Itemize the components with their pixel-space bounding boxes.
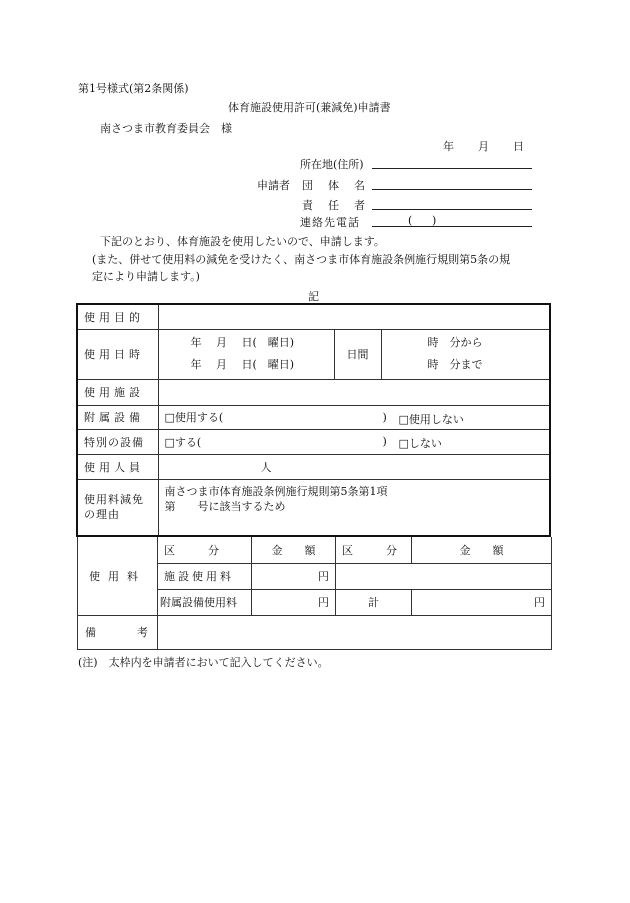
special-label: 特別の設備: [78, 429, 158, 454]
representative-field[interactable]: [372, 209, 532, 210]
equip-fee-label: 附属設備使用料: [158, 589, 252, 615]
remarks-row: [78, 615, 552, 649]
special-field: [158, 429, 549, 454]
special-do-checkbox[interactable]: □する(: [164, 435, 202, 449]
ki-label: 記: [308, 290, 319, 303]
people-label: 使用人員: [78, 454, 158, 479]
reduction-row: [78, 479, 549, 535]
facility-fee-yen: 円: [318, 570, 329, 583]
remarks-field[interactable]: [158, 615, 552, 649]
attached-row: [78, 405, 549, 429]
datetime-label: 使用日時: [78, 329, 158, 379]
people-row: [78, 454, 549, 479]
reduction-field[interactable]: [158, 479, 549, 535]
special-close-paren: ): [382, 434, 387, 448]
time-to: 時 分まで: [427, 358, 483, 371]
people-unit: 人: [260, 460, 272, 474]
attached-label: 附属設備: [78, 405, 158, 429]
purpose-field[interactable]: [158, 305, 549, 329]
fee-col-kubun-2: 区 分: [336, 537, 412, 563]
date-range-field[interactable]: [158, 329, 334, 379]
total-amount[interactable]: [412, 589, 552, 615]
intro-line-3: 定により申請します。): [92, 270, 200, 283]
org-name-label: 団 体 名: [302, 179, 367, 192]
special-row: [78, 429, 549, 454]
equip-fee-yen: 円: [318, 596, 329, 609]
purpose-row: [78, 305, 549, 329]
phone-label: 連絡先電話: [300, 216, 360, 229]
footnote: (注) 太枠内を申請者において記入してください。: [78, 656, 329, 669]
form-title: 体育施設使用許可(兼減免)申請書: [228, 101, 391, 114]
addressee: 南さつま市教育委員会 様: [100, 122, 232, 135]
attached-close-paren: ): [382, 410, 387, 424]
fee-col-kingaku-2: 金 額: [412, 537, 552, 563]
facility-row: [78, 379, 549, 405]
date-day-label: 日: [513, 140, 524, 153]
reduction-line-1: 南さつま市体育施設条例施行規則第5条第1項: [164, 484, 388, 498]
phone-paren-close: ): [432, 214, 437, 227]
main-table-frame: [76, 303, 551, 537]
fee-col-kingaku-1: 金 額: [252, 537, 336, 563]
span-days-label: 日間: [334, 329, 381, 379]
datetime-row: [78, 329, 549, 379]
facility-field[interactable]: [158, 379, 549, 405]
fee-table: [77, 537, 552, 650]
date-to: 年 月 日( 曜日): [190, 358, 295, 371]
total-yen: 円: [534, 596, 545, 609]
facility-label: 使用施設: [78, 379, 158, 405]
purpose-label: 使用目的: [78, 305, 158, 329]
address-field[interactable]: [372, 168, 532, 169]
time-from: 時 分から: [427, 336, 483, 349]
equip-fee-amount[interactable]: [252, 589, 336, 615]
people-field[interactable]: [158, 454, 549, 479]
attached-use-checkbox[interactable]: □使用する(: [164, 411, 224, 424]
facility-fee-amount[interactable]: [252, 563, 336, 589]
remarks-label: 備 考: [78, 615, 158, 649]
reduction-label: 使用料減免の理由: [78, 479, 158, 535]
phone-paren-open: (: [408, 214, 413, 227]
date-month-label: 月: [478, 140, 489, 153]
fee-header-row: [78, 537, 552, 563]
attached-field: [158, 405, 549, 429]
attached-nouse-checkbox[interactable]: □使用しない: [398, 412, 464, 426]
fee-label: 使用料: [78, 537, 158, 615]
address-label: 所在地(住所): [300, 158, 364, 171]
reduction-line-2: 第 号に該当するため: [164, 499, 286, 513]
facility-fee-blank[interactable]: [336, 563, 552, 589]
date-year-label: 年: [443, 140, 454, 153]
special-dont-checkbox[interactable]: □しない: [398, 436, 442, 450]
form-number: 第1号様式(第2条関係): [78, 82, 189, 95]
intro-line-1: 下記のとおり、体育施設を使用したいので、申請します。: [100, 235, 385, 248]
total-label: 計: [336, 589, 412, 615]
intro-line-2: (また、併せて使用料の減免を受けたく、南さつま市体育施設条例施行規則第5条の規: [92, 253, 511, 266]
org-name-field[interactable]: [372, 189, 532, 190]
fee-col-kubun-1: 区 分: [158, 537, 252, 563]
representative-label: 責 任 者: [302, 199, 367, 212]
phone-field[interactable]: [372, 226, 532, 227]
facility-fee-label: 施設使用料: [158, 563, 252, 589]
time-range-field[interactable]: [381, 329, 549, 379]
date-from: 年 月 日( 曜日): [190, 336, 295, 349]
main-table: [78, 305, 549, 535]
applicant-label: 申請者: [257, 179, 290, 192]
